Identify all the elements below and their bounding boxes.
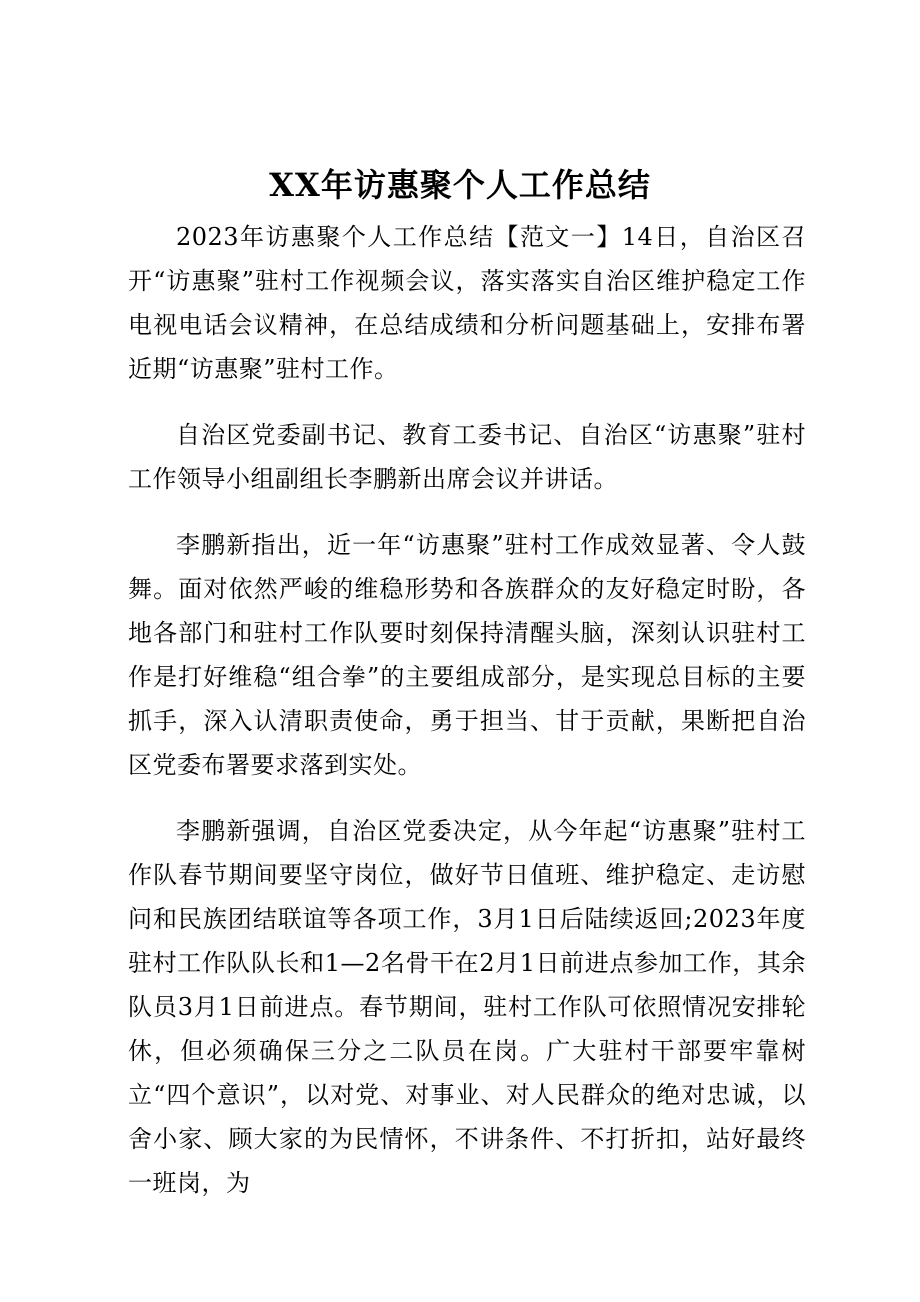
paragraph-4: 李鹏新强调，自治区党委决定，从今年起“访惠聚”驻村工作队春节期间要坚守岗位，做好节日值班、维护稳定、走访慰问和民族团结联谊等各项工作，3月1日后陆续返回;2023年度驻村工作队队长和1—2名骨干在2月1日前进点参加工作，其余队员3月1日前进点。春节期间，驻村工作队可依照情况安排轮休，但必须确保三分之二队员在岗。广大驻村干部要牢靠树立“四个意识”，以对党、对事业、对人民群众的绝对忠诚，以舍小家、顾大家的为民情怀，不讲条件、不打折扣，站好最终一班岗，为 [128, 817, 806, 1197]
document-title: XX年访惠聚个人工作总结 [269, 166, 651, 204]
document-body [128, 215, 806, 1227]
paragraph-1: 2023年访惠聚个人工作总结【范文一】14日，自治区召开“访惠聚”驻村工作视频会议，落实落实自治区维护稳定工作电视电话会议精神，在总结成绩和分析问题基础上，安排布署近期“访惠聚”驻村工作。 [128, 223, 806, 383]
paragraph-3: 李鹏新指出，近一年“访惠聚”驻村工作成效显著、令人鼓舞。面对依然严峻的维稳形势和各族群众的友好稳定时盼，各地各部门和驻村工作队要时刻保持清醒头脑，深刻认识驻村工作是打好维稳“组合拳”的主要组成部分，是实现总目标的主要抓手，深入认清职责使命，勇于担当、甘于贡献，果断把自治区党委布署要求落到实处。 [128, 531, 806, 779]
paragraph-2: 自治区党委副书记、教育工委书记、自治区“访惠聚”驻村工作领导小组副组长李鹏新出席会议并讲话。 [128, 421, 806, 493]
